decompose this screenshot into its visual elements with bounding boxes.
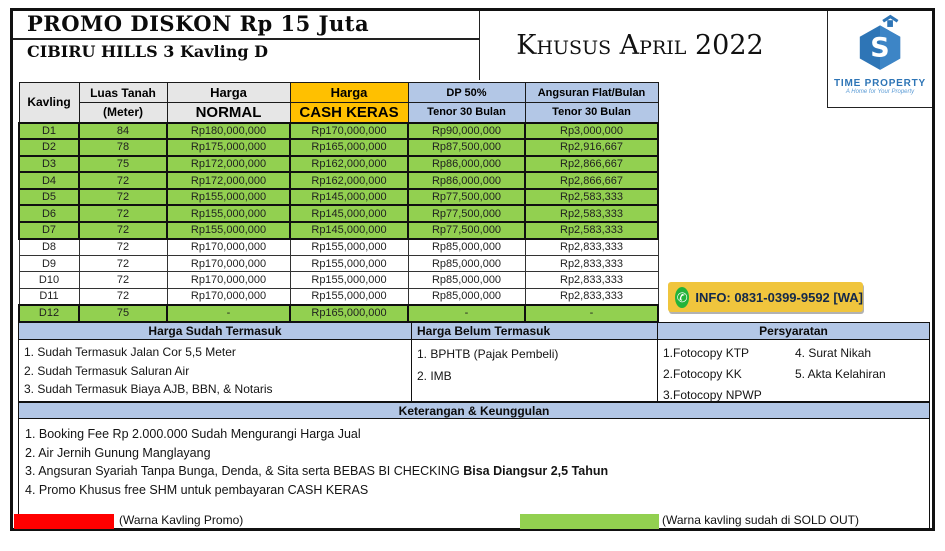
cell-harga-normal: Rp172,000,000 <box>167 172 290 189</box>
cell-kavling: D10 <box>19 272 79 289</box>
col-header-cash-label: CASH KERAS <box>290 103 408 123</box>
cell-angsuran: Rp2,916,667 <box>525 139 658 156</box>
cell-angsuran: Rp2,583,333 <box>525 222 658 239</box>
cell-luas: 72 <box>79 189 167 206</box>
col-header-luas-unit: (Meter) <box>79 103 167 123</box>
list-item: 1. BPHTB (Pajak Pembeli) <box>417 347 559 361</box>
cell-luas: 72 <box>79 288 167 305</box>
list-item: 5. Akta Kelahiran <box>795 367 886 381</box>
cell-kavling: D4 <box>19 172 79 189</box>
cell-kavling: D11 <box>19 288 79 305</box>
section-harga-sudah-termasuk <box>18 322 412 402</box>
table-row <box>19 222 658 239</box>
list-item: 1. Sudah Termasuk Jalan Cor 5,5 Meter <box>24 345 236 359</box>
header-divider <box>479 11 480 80</box>
cell-kavling: D9 <box>19 255 79 272</box>
cell-kavling: D2 <box>19 139 79 156</box>
cell-dp: Rp85,000,000 <box>408 272 525 289</box>
cell-harga-cash: Rp162,000,000 <box>290 156 408 173</box>
cell-harga-normal: - <box>167 305 290 322</box>
list-item: 4. Promo Khusus free SHM untuk pembayaran CASH KERAS <box>25 482 369 497</box>
logo-icon <box>854 14 906 72</box>
table-row <box>19 205 658 222</box>
col-header-kavling: Kavling <box>19 83 79 123</box>
cell-angsuran: Rp2,866,667 <box>525 156 658 173</box>
cell-dp: Rp86,000,000 <box>408 156 525 173</box>
list-item: 1. Booking Fee Rp 2.000.000 Sudah Mengurangi Harga Jual <box>25 427 361 441</box>
cell-harga-cash: Rp165,000,000 <box>290 139 408 156</box>
list-item: 1.Fotocopy KTP <box>663 346 750 360</box>
col-header-normal-label: NORMAL <box>167 103 290 123</box>
cell-dp: Rp85,000,000 <box>408 288 525 305</box>
table-row <box>19 172 658 189</box>
company-logo <box>827 11 932 108</box>
legend-soldout-swatch <box>520 514 659 529</box>
cell-harga-normal: Rp170,000,000 <box>167 272 290 289</box>
table-row <box>19 239 658 256</box>
list-item: 2. IMB <box>417 369 452 383</box>
cell-kavling: D12 <box>19 305 79 322</box>
table-row <box>19 189 658 206</box>
cell-harga-cash: Rp145,000,000 <box>290 189 408 206</box>
cell-harga-cash: Rp162,000,000 <box>290 172 408 189</box>
cell-luas: 72 <box>79 172 167 189</box>
cell-kavling: D3 <box>19 156 79 173</box>
price-table-container <box>18 82 657 323</box>
cell-luas: 72 <box>79 205 167 222</box>
whatsapp-icon: ✆ <box>675 287 689 308</box>
logo-text: TIME PROPERTY <box>833 78 927 89</box>
section-harga-belum-termasuk <box>412 322 658 402</box>
price-table <box>18 82 659 323</box>
cell-harga-normal: Rp175,000,000 <box>167 139 290 156</box>
col-header-angsuran: Angsuran Flat/Bulan <box>525 83 658 103</box>
legend-promo-swatch <box>14 514 114 529</box>
title-divider <box>13 38 479 40</box>
whatsapp-contact-label: INFO: 0831-0399-9592 [WA] <box>695 289 863 305</box>
cell-luas: 72 <box>79 255 167 272</box>
cell-harga-cash: Rp155,000,000 <box>290 288 408 305</box>
cell-dp: Rp87,500,000 <box>408 139 525 156</box>
cell-dp: Rp90,000,000 <box>408 123 525 140</box>
cell-luas: 72 <box>79 239 167 256</box>
cell-harga-cash: Rp170,000,000 <box>290 123 408 140</box>
section-keterangan-header: Keterangan & Keunggulan <box>18 402 930 419</box>
table-row <box>19 139 658 156</box>
cell-luas: 72 <box>79 272 167 289</box>
table-row <box>19 123 658 140</box>
cell-harga-cash: Rp155,000,000 <box>290 255 408 272</box>
cell-luas: 78 <box>79 139 167 156</box>
cell-harga-normal: Rp155,000,000 <box>167 189 290 206</box>
table-row <box>19 156 658 173</box>
cell-angsuran: Rp3,000,000 <box>525 123 658 140</box>
section-header: Harga Sudah Termasuk <box>19 323 411 340</box>
cell-luas: 84 <box>79 123 167 140</box>
cell-harga-cash: Rp155,000,000 <box>290 239 408 256</box>
list-item: 3. Sudah Termasuk Biaya AJB, BBN, & Notaris <box>24 382 273 396</box>
col-header-dp: DP 50% <box>408 83 525 103</box>
cell-dp: Rp77,500,000 <box>408 222 525 239</box>
cell-dp: Rp85,000,000 <box>408 255 525 272</box>
cell-angsuran: Rp2,833,333 <box>525 239 658 256</box>
cell-kavling: D6 <box>19 205 79 222</box>
list-item: 3. Angsuran Syariah Tanpa Bunga, Denda, & Sita serta BEBAS BI CHECKING Bisa Diangsur 2,5 Tahun <box>25 464 609 478</box>
cell-harga-cash: Rp155,000,000 <box>290 272 408 289</box>
cell-harga-normal: Rp172,000,000 <box>167 156 290 173</box>
whatsapp-contact-button[interactable] <box>668 282 863 312</box>
list-item: 2.Fotocopy KK <box>663 367 742 381</box>
cell-harga-normal: Rp155,000,000 <box>167 222 290 239</box>
page-title: PROMO DISKON Rp 15 Juta <box>27 11 370 36</box>
table-row <box>19 305 658 322</box>
cell-harga-normal: Rp155,000,000 <box>167 205 290 222</box>
cell-harga-normal: Rp170,000,000 <box>167 239 290 256</box>
cell-dp: Rp77,500,000 <box>408 205 525 222</box>
col-header-dp-tenor: Tenor 30 Bulan <box>408 103 525 123</box>
section-header: Persyaratan <box>658 323 929 340</box>
cell-dp: - <box>408 305 525 322</box>
cell-angsuran: Rp2,583,333 <box>525 205 658 222</box>
col-header-harga-cash: Harga <box>290 83 408 103</box>
cell-luas: 75 <box>79 305 167 322</box>
cell-luas: 72 <box>79 222 167 239</box>
cell-harga-normal: Rp170,000,000 <box>167 255 290 272</box>
legend-promo-label: (Warna Kavling Promo) <box>119 513 244 527</box>
cell-dp: Rp77,500,000 <box>408 189 525 206</box>
cell-angsuran: - <box>525 305 658 322</box>
cell-harga-normal: Rp170,000,000 <box>167 288 290 305</box>
section-header: Harga Belum Termasuk <box>412 323 657 340</box>
table-row <box>19 255 658 272</box>
cell-angsuran: Rp2,833,333 <box>525 272 658 289</box>
cell-kavling: D1 <box>19 123 79 140</box>
cell-harga-cash: Rp145,000,000 <box>290 205 408 222</box>
cell-harga-normal: Rp180,000,000 <box>167 123 290 140</box>
cell-angsuran: Rp2,866,667 <box>525 172 658 189</box>
logo-tagline: A Home for Your Property <box>845 89 915 95</box>
cell-angsuran: Rp2,833,333 <box>525 288 658 305</box>
cell-harga-cash: Rp165,000,000 <box>290 305 408 322</box>
table-row <box>19 288 658 305</box>
list-item: 3.Fotocopy NPWP <box>663 388 762 402</box>
cell-luas: 75 <box>79 156 167 173</box>
cell-angsuran: Rp2,583,333 <box>525 189 658 206</box>
page-subtitle: CIBIRU HILLS 3 Kavling D <box>27 42 268 61</box>
period-label: Khusus April 2022 <box>516 30 764 61</box>
list-item: 4. Surat Nikah <box>795 346 872 360</box>
cell-dp: Rp86,000,000 <box>408 172 525 189</box>
cell-kavling: D8 <box>19 239 79 256</box>
table-row <box>19 272 658 289</box>
cell-kavling: D5 <box>19 189 79 206</box>
cell-dp: Rp85,000,000 <box>408 239 525 256</box>
col-header-angsuran-tenor: Tenor 30 Bulan <box>525 103 658 123</box>
list-item: 2. Sudah Termasuk Saluran Air <box>24 363 190 378</box>
cell-harga-cash: Rp145,000,000 <box>290 222 408 239</box>
col-header-harga-normal: Harga <box>167 83 290 103</box>
svg-text:S: S <box>870 32 890 64</box>
legend-soldout-label: (Warna kavling sudah di SOLD OUT) <box>662 513 859 527</box>
cell-angsuran: Rp2,833,333 <box>525 255 658 272</box>
cell-kavling: D7 <box>19 222 79 239</box>
list-item: 2. Air Jernih Gunung Manglayang <box>25 445 211 460</box>
col-header-luas: Luas Tanah <box>79 83 167 103</box>
section-persyaratan <box>658 322 930 402</box>
